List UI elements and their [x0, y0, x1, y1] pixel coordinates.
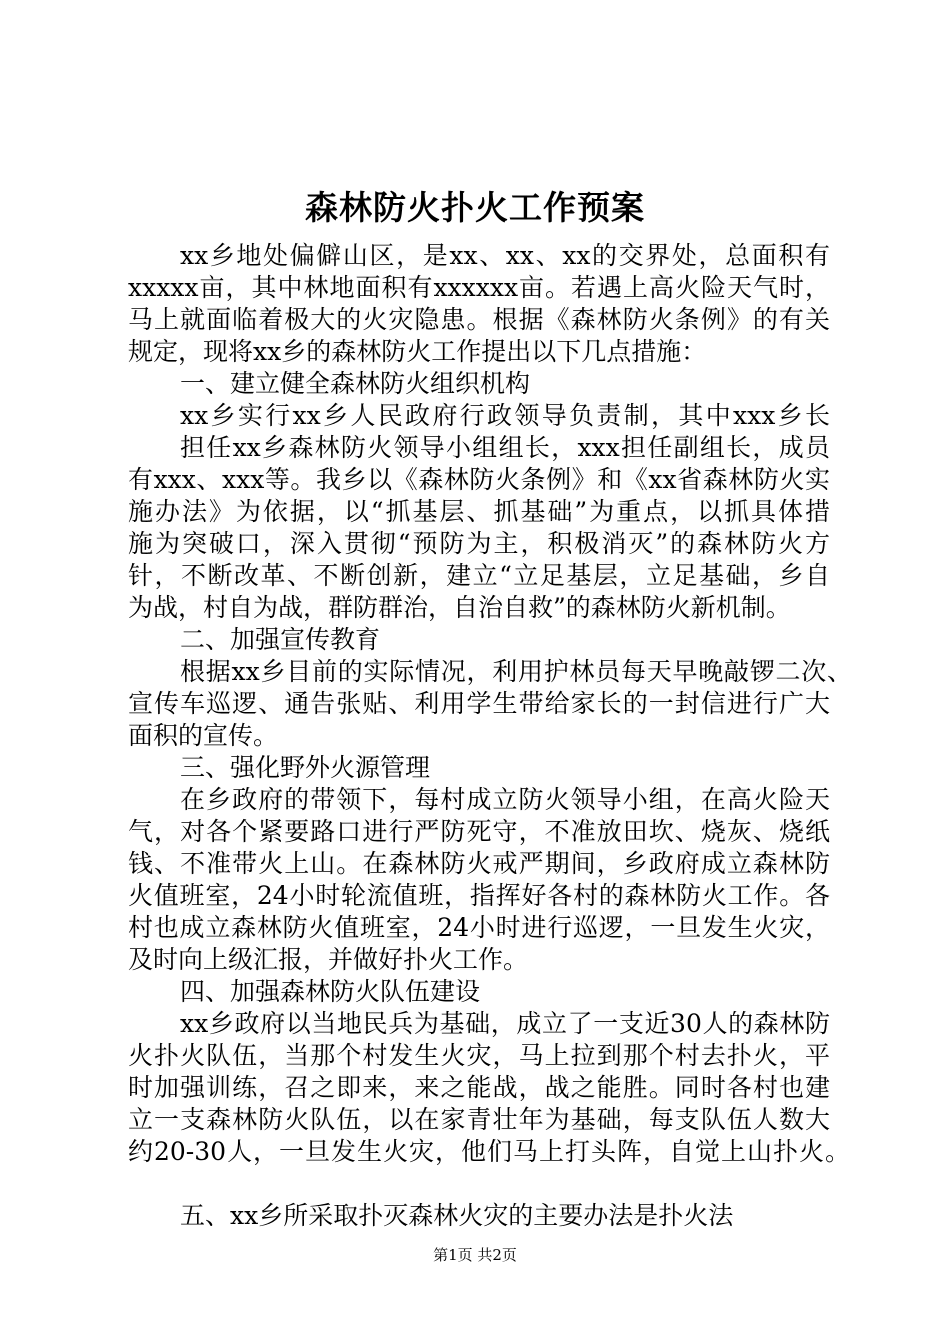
text-line: 村也成立森林防火值班室，24小时进行巡逻，一旦发生火灾， — [128, 913, 830, 942]
text-line: 有xxx、xxx等。我乡以《森林防火条例》和《xx省森林防火实 — [128, 465, 830, 494]
text-line: 时加强训练，召之即来，来之能战，战之能胜。同时各村也建 — [128, 1073, 830, 1102]
text-line: 四、加强森林防火队伍建设 — [180, 977, 481, 1006]
text-line: 在乡政府的带领下，每村成立防火领导小组，在高火险天 — [180, 785, 830, 814]
text-line: 马上就面临着极大的火灾隐患。根据《森林防火条例》的有关 — [128, 305, 830, 334]
text-line: 火值班室，24小时轮流值班，指挥好各村的森林防火工作。各 — [128, 881, 830, 910]
text-line: 钱、不准带火上山。在森林防火戒严期间，乡政府成立森林防 — [128, 849, 830, 878]
text-line: 及时向上级汇报，并做好扑火工作。 — [128, 945, 529, 974]
text-line: 规定，现将xx乡的森林防火工作提出以下几点措施： — [128, 337, 707, 366]
text-line: 为战，村自为战，群防群治，自治自救”的森林防火新机制。 — [128, 593, 791, 622]
text-line: xxxxx亩，其中林地面积有xxxxxx亩。若遇上高火险天气时， — [128, 273, 830, 302]
text-line: 面积的宣传。 — [128, 721, 279, 750]
text-line: 五、xx乡所采取扑灭森林火灾的主要办法是扑火法 — [180, 1201, 734, 1230]
text-line: 火扑火队伍，当那个村发生火灾，马上拉到那个村去扑火，平 — [128, 1041, 830, 1070]
text-line: 施为突破口，深入贯彻“预防为主，积极消灭”的森林防火方 — [128, 529, 830, 558]
text-line: 施办法》为依据，以“抓基层、抓基础”为重点，以抓具体措 — [128, 497, 830, 526]
document-title: 森林防火扑火工作预案 — [305, 188, 645, 227]
text-line: 三、强化野外火源管理 — [180, 753, 431, 782]
text-line: 宣传车巡逻、通告张贴、利用学生带给家长的一封信进行广大 — [128, 689, 830, 718]
text-line: 针，不断改革、不断创新，建立“立足基层，立足基础，乡自 — [128, 561, 830, 590]
text-line: 二、加强宣传教育 — [180, 625, 381, 654]
text-line: xx乡实行xx乡人民政府行政领导负责制，其中xxx乡长 — [180, 401, 830, 430]
text-line: 气，对各个紧要路口进行严防死守，不准放田坎、烧灰、烧纸 — [128, 817, 830, 846]
text-line: xx乡政府以当地民兵为基础，成立了一支近30人的森林防 — [180, 1009, 830, 1038]
text-line: 约20-30人，一旦发生火灾，他们马上打头阵，自觉上山扑火。 — [128, 1137, 850, 1166]
text-line: 担任xx乡森林防火领导小组组长，xxx担任副组长，成员 — [180, 433, 830, 462]
text-line: 根据xx乡目前的实际情况，利用护林员每天早晚敲锣二次、 — [180, 657, 852, 686]
page-footer: 第1页 共2页 — [433, 1246, 517, 1264]
text-line: 一、建立健全森林防火组织机构 — [180, 369, 531, 398]
text-line: 立一支森林防火队伍，以在家青壮年为基础，每支队伍人数大 — [128, 1105, 830, 1134]
text-line: xx乡地处偏僻山区，是xx、xx、xx的交界处，总面积有 — [180, 241, 830, 270]
